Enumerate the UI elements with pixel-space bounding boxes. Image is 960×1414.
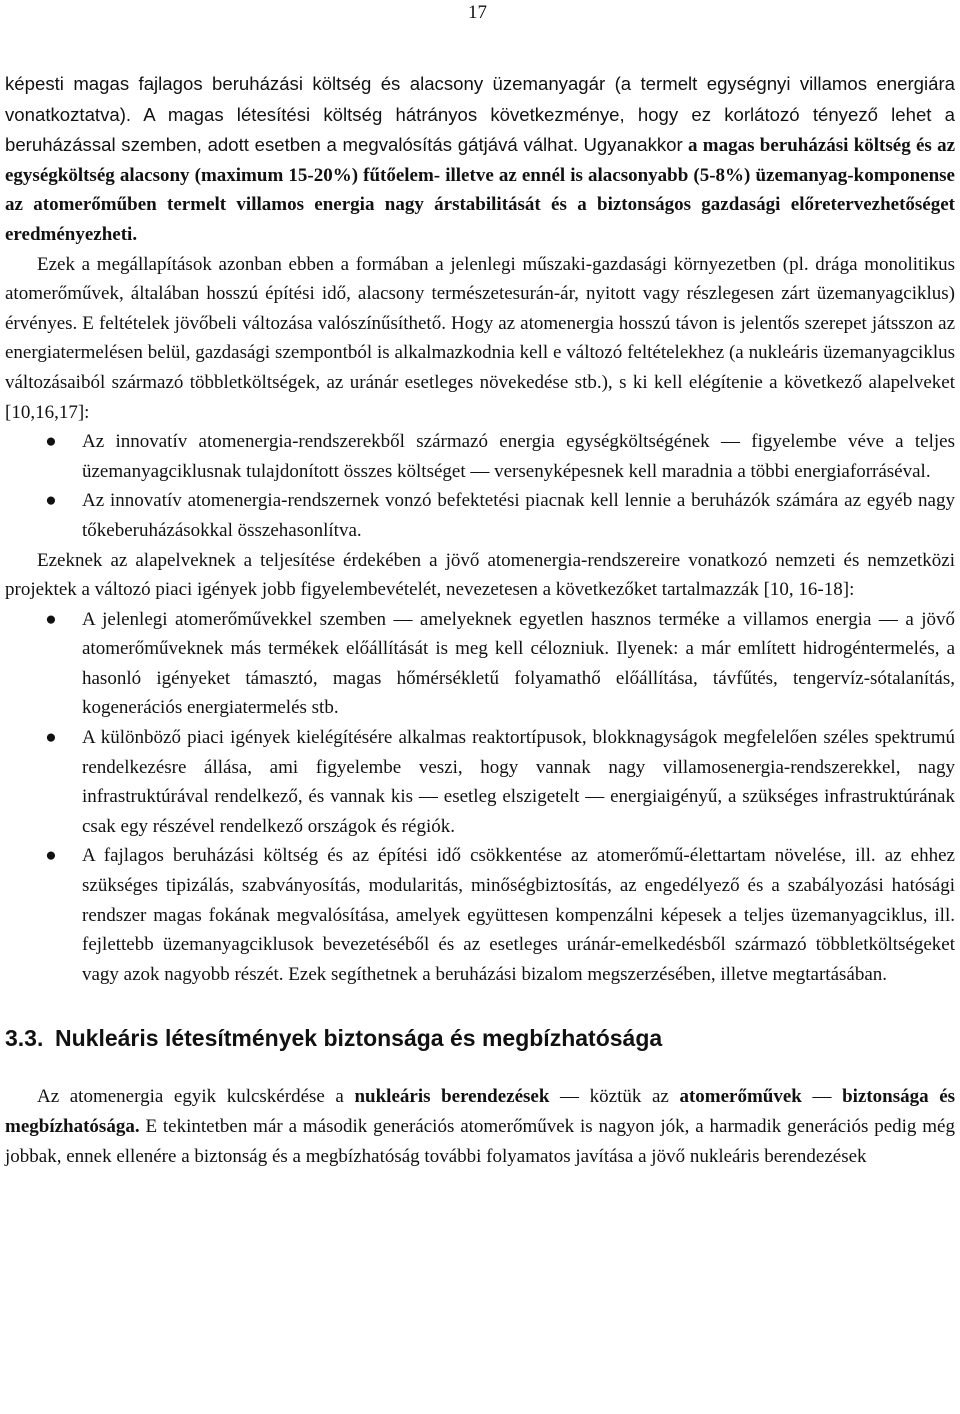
paragraph-intro-lead: Ugyanakkor	[583, 134, 683, 156]
list-item	[5, 841, 955, 989]
paragraph-safety	[5, 1082, 955, 1171]
bullet-icon: ●	[45, 727, 57, 749]
bullet-icon: ●	[45, 431, 57, 453]
section-title: Nukleáris létesítmények biztonsága és megbízhatósága	[55, 1025, 663, 1052]
safety-bold-3: biztonsága és megbízhatósága.	[5, 1086, 956, 1137]
list-item	[5, 486, 955, 545]
principles-list	[5, 427, 955, 545]
list-item-text: A különböző piaci igények kielégítésére alkalmas reaktortípusok, blokknagyságok megfelelően széles spektrumú rendelkezésre állása, ami figyelembe veszi, hogy vannak nagy villamosenergia-rendszerekkel, nagy infrastruktúrával rendelkező, és vannak kis — esetleg elszigetelt — energiaigényű, a szükséges infrastruktúrának csak egy részével rendelkező országok és régiók.	[82, 727, 955, 837]
section-heading	[5, 1023, 955, 1053]
projects-list	[5, 605, 955, 990]
list-item-text: A jelenlegi atomerőművekkel szemben — amelyeknek egyetlen hasznos terméke a villamos energia — a jövő atomerőműveknek más termékek előállítását is meg kell célozniuk. Ilyenek: a már említett hidrogéntermelés, a hasonló igényeket támasztó, magas hőmérsékletű folyamathő előállítása, távfűtés, tengervíz-sótalanítás, kogenerációs energiatermelés stb.	[82, 608, 955, 719]
list-item-text: Az innovatív atomenergia-rendszernek vonzó befektetési piacnak kell lennie a beruházók számára az egyéb nagy tőkeberuházásokkal összehasonlítva.	[82, 490, 955, 541]
list-item-text: Az innovatív atomenergia-rendszerekből származó energia egységköltségének — figyelembe véve a teljes üzemanyagciklusnak tulajdonított összes költséget — versenyképesnek kell maradnia a többi energiaforráséval.	[82, 431, 955, 482]
paragraph-projects: Ezeknek az alapelveknek a teljesítése érdekében a jövő atomenergia-rendszereire vonatkozó nemzeti és nemzetközi projektek a változó piaci igények jobb figyelembevételét, nevezetesen a következőket tartalmazzák [10, 16-18]:	[5, 549, 955, 601]
bullet-icon: ●	[45, 608, 57, 630]
safety-text-1: Az atomenergia egyik kulcskérdése a	[37, 1086, 344, 1108]
safety-text-3: —	[812, 1086, 832, 1108]
bullet-icon: ●	[45, 845, 57, 867]
safety-bold-2: atomerőművek	[679, 1086, 802, 1108]
bullet-icon: ●	[45, 490, 57, 512]
section-number: 3.3.	[5, 1025, 44, 1052]
page-number: 17	[468, 2, 487, 23]
paragraph-conditions: Ezek a megállapítások azonban ebben a formában a jelenlegi műszaki-gazdasági környezetben (pl. drága monolitikus atomerőművek, általában hosszú építési idő, alacsony természetesurán-ár, nyitott vagy részlegesen zárt üzemanyagciklus) érvényes. E feltételek jövőbeli változása valószínűsíthető. Hogy az atomenergia hosszú távon is jelentős szerepet játsszon az energiatermelésen belül, gazdasági szempontból is alkalmazkodnia kell e változó feltételekhez (a nukleáris üzemanyagciklus változásaiból származó többletköltségek, az uránár esetleges növekedése stb.), s ki kell elégítenie a következő alapelveket [10,16,17]:	[5, 253, 955, 423]
safety-bold-1: nukleáris berendezések	[354, 1086, 550, 1108]
paragraph-intro-text: képesti magas fajlagos beruházási költség és alacsony üzemanyagár (a termelt egységnyi villamos energiára vonatkoztatva). A magas létesítési költség hátrányos következménye, hogy ez korlátozó tényező lehet a beruházással szemben, adott esetben a megvalósítás gátjává válhat.	[5, 73, 955, 156]
list-item	[5, 605, 955, 723]
safety-text-4: E tekintetben már a második generációs atomerőművek is nagyon jók, a harmadik generációs pedig még jobbak, ennek ellenére a biztonság és a megbízhatóság további folyamatos javítása a jövő nukleáris berendezések	[5, 1116, 955, 1167]
safety-text-2: — köztük az	[560, 1086, 669, 1108]
paragraph-intro-bold: a magas beruházási költség és az egységköltség alacsony (maximum 15-20%) fűtőelem- illetve az ennél is alacsonyabb (5-8%) üzemanyag-komponense az atomerőműben termelt villamos energia nagy árstabilitását és a biztonságos gazdasági előretervezhetőséget eredményezheti.	[5, 135, 956, 245]
paragraph-intro	[5, 69, 955, 250]
list-item	[5, 723, 955, 841]
list-item-text: A fajlagos beruházási költség és az építési idő csökkentése az atomerőmű-élettartam növelése, ill. az ehhez szükséges tipizálás, szabványosítás, modularitás, minőségbiztosítás, az engedélyező és a szabályozási hatósági rendszer magas fokának megvalósítása, amelyek együttesen kompenzálni képesek a teljes üzemanyagciklus, ill. fejlettebb üzemanyagciklusok bevezetéséből és az esetleges uránár-emelkedésből származó többletköltségeket vagy azok nagyobb részét. Ezek segíthetnek a beruházási bizalom megszerzésében, illetve megtartásában.	[82, 845, 955, 985]
document-body	[5, 69, 955, 1171]
list-item	[5, 427, 955, 486]
